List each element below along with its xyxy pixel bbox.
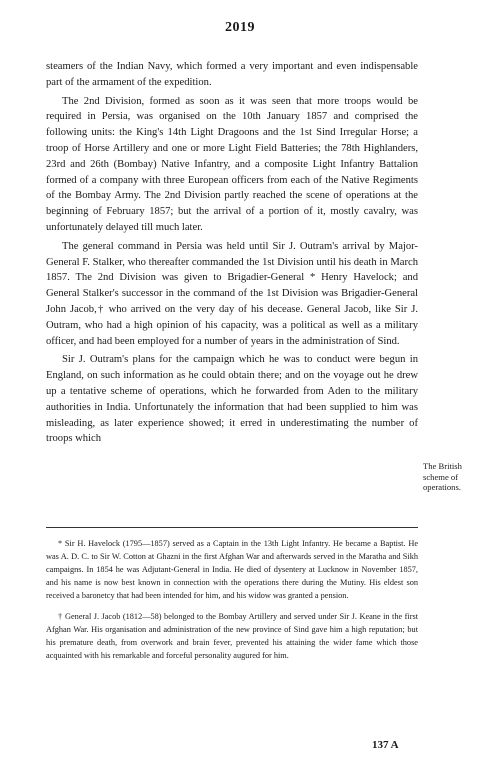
footnote: * Sir H. Havelock (1795—1857) served as a Captain in the 13th Light Infantry. He became a Baptist. He was A. D. C. to Sir W. Cotton at Ghazni in the first Afghan War and afterwards served in the Maratha and Sikh campaigns. In 1854 he was Adjutant-General in India. He died of dysentery at Lucknow in November 1857, and his name is now best known in connection with the operations there during the Mutiny. His eldest son received a baronetcy that had been intended for him, and his widow was granted a pension.	[46, 539, 418, 600]
paragraph: steamers of the Indian Navy, which formed a very important and even indispensable part of the armament of the expedition.	[46, 61, 418, 88]
paragraph: The general command in Persia was held until Sir J. Outram's arrival by Major-General F. Stalker, who thereafter commanded the 1st Division until his death in March 1857. The 2nd Division was given to Brigadier-General * Henry Havelock; and General Stalker's successor in the command of the 1st Division was Brigadier-General John Jacob,† who arrived on the very day of his decease. General Jacob, like Sir J. Outram, who had a high opinion of his capacity, was a political as well as a military officer, and had been employed for a number of years in the administration of Sind.	[46, 240, 418, 347]
paragraph: The 2nd Division, formed as soon as it was seen that more troops would be required in Persia, was organised on the 10th January 1857 and comprised the following units: the King's 14th Light Dragoons and the 1st Sind Irregular Horse; a troop of Horse Artillery and one or more Light Field Batteries; the 78th Highlanders, 23rd and 26th (Bombay) Native Infantry, and a composite Light Infantry Battalion formed of a company with three European officers from each of the Native Regiments of the Bombay Army. The 2nd Division partly reached the scene of operations at the beginning of February 1857; but the arrival of a portion of it, mostly cavalry, was unfortunately delayed till much later.	[46, 95, 418, 233]
footnote-divider	[46, 527, 418, 528]
page-number: 2019	[225, 20, 255, 35]
signature-mark: 137 A	[372, 739, 399, 751]
margin-note: The British scheme of operations.	[423, 461, 462, 492]
footnotes	[46, 537, 418, 670]
main-text	[46, 59, 418, 450]
paragraph: Sir J. Outram's plans for the campaign which he was to conduct were begun in England, on such information as he could obtain there; and on the voyage out he drew up a tentative scheme of operations, which he forwarded from Aden to the military authorities in India. Unfortunately the information that had been supplied to him was misleading, as later experience showed; it erred in underestimating the number of troops which	[46, 354, 418, 445]
footnote: † General J. Jacob (1812—58) belonged to the Bombay Artillery and served under Sir J. Keane in the first Afghan War. His organisation and administration of the new province of Sind gave him a high reputation; but his premature death, from overwork and brain fever, prevented his attaining the wider fame which those acquainted with his remarkable and forceful personality augured for him.	[46, 612, 418, 660]
